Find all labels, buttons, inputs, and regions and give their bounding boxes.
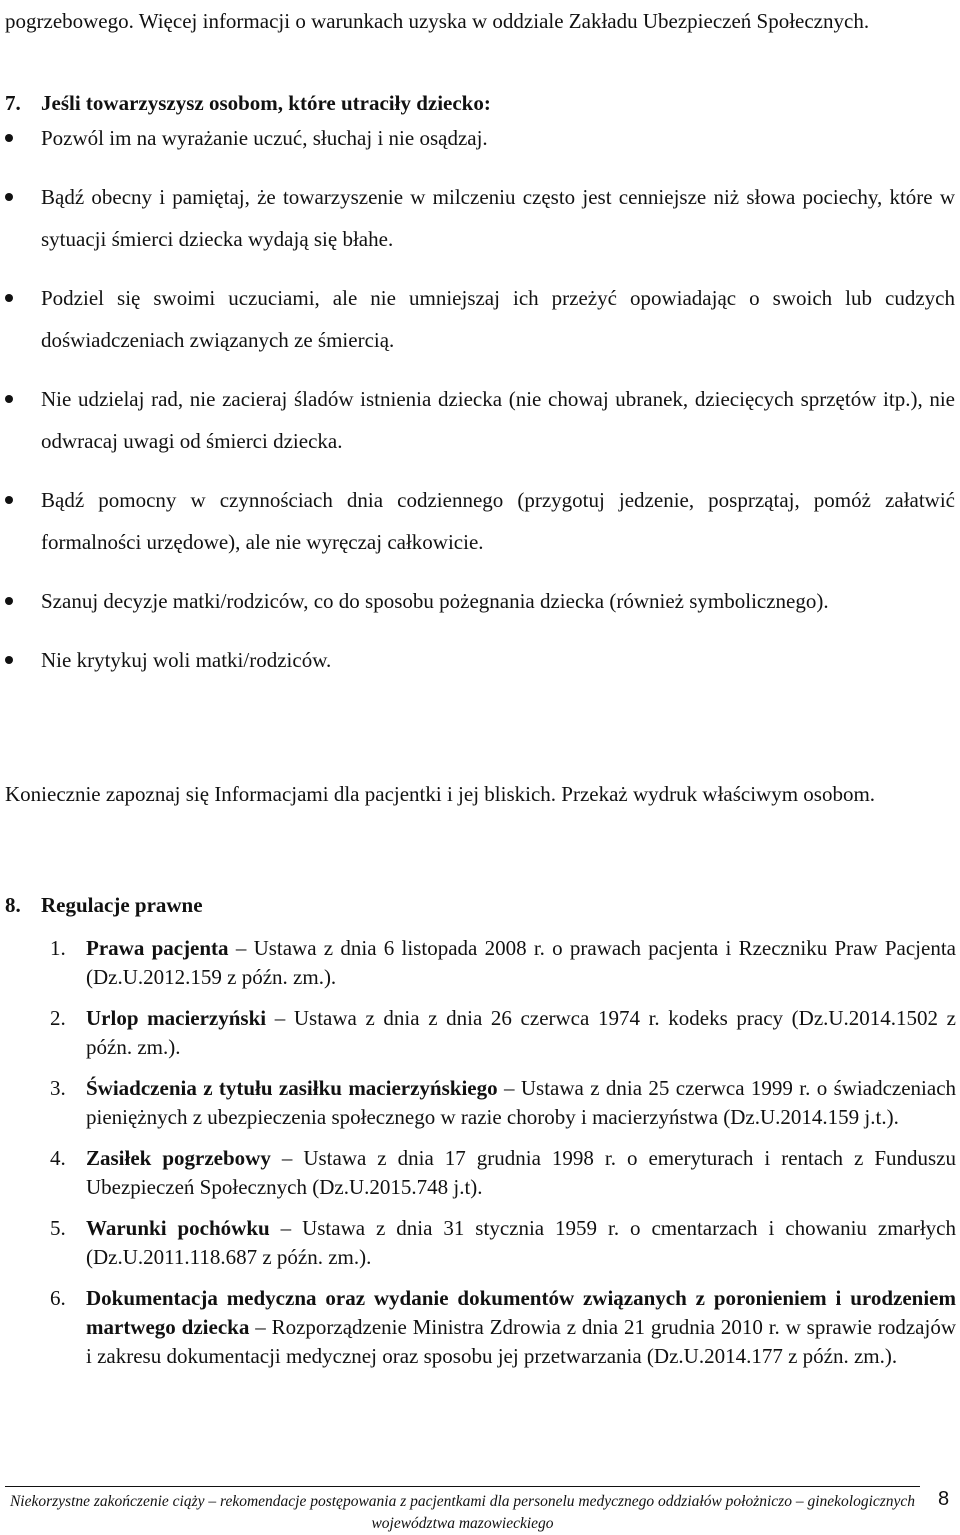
law-text: – Ustawa z dnia z dnia 26 czerwca 1974 r. kodeks pracy (Dz.U.2014.1502 z późn. zm.). xyxy=(86,1006,956,1059)
advice-bullet-list xyxy=(0,117,960,698)
law-title: Dokumentacja medyczna oraz wydanie dokumentów związanych z poronieniem i urodzeniem martwego dziecka xyxy=(86,1286,956,1339)
law-title: Świadczenia z tytułu zasiłku macierzyńskiego xyxy=(86,1076,498,1100)
intro-paragraph: pogrzebowego. Więcej informacji o warunkach uzyska w oddziale Zakładu Ubezpieczeń Społecznych. xyxy=(5,9,870,33)
law-number: 4. xyxy=(50,1146,66,1170)
list-item: Szanuj decyzje matki/rodziców, co do sposobu pożegnania dziecka (również symbolicznego). xyxy=(0,580,960,622)
law-number: 3. xyxy=(50,1076,66,1100)
law-title: Urlop macierzyński xyxy=(86,1006,267,1030)
footer-divider xyxy=(5,1486,920,1487)
list-item: Podziel się swoimi uczuciami, ale nie umniejszaj ich przeżyć opowiadając o swoich lub cudzych doświadczeniach związanych ze śmiercią. xyxy=(0,277,960,361)
law-title: Prawa pacjenta xyxy=(86,936,229,960)
law-text: – Rozporządzenie Ministra Zdrowia z dnia 21 grudnia 2010 r. w sprawie rodzajów i zakresu dokumentacji medycznej oraz sposobu jej przetwarzania (Dz.U.2014.177 z późn. zm.). xyxy=(86,1315,956,1368)
page-number: 8 xyxy=(938,1488,950,1510)
closing-paragraph: Koniecznie zapoznaj się Informacjami dla pacjentki i jej bliskich. Przekaż wydruk właściwym osobom. xyxy=(5,782,876,806)
law-item xyxy=(50,934,956,992)
section-8-title: Regulacje prawne xyxy=(41,893,203,917)
list-item: Pozwól im na wyrażanie uczuć, słuchaj i nie osądzaj. xyxy=(0,117,960,159)
law-number: 1. xyxy=(50,936,66,960)
list-item: Nie udzielaj rad, nie zacieraj śladów istnienia dziecka (nie chowaj ubranek, dziecięcych sprzętów itp.), nie odwracaj uwagi od śmierci dziecka. xyxy=(0,378,960,462)
law-text: – Ustawa z dnia 25 czerwca 1999 r. o świadczeniach pieniężnych z ubezpieczenia społecznego w razie choroby i macierzyństwa (Dz.U.2014.159 j.t.). xyxy=(86,1076,957,1129)
list-item: Bądź obecny i pamiętaj, że towarzyszenie w milczeniu często jest cenniejsze niż słowa pociechy, które w sytuacji śmierci dziecka wydają się błahe. xyxy=(0,176,960,260)
law-text: – Ustawa z dnia 31 stycznia 1959 r. o cmentarzach i chowaniu zmarłych (Dz.U.2011.118.687 z późn. zm.). xyxy=(86,1216,956,1269)
law-number: 2. xyxy=(50,1006,66,1030)
footer-text: Niekorzystne zakończenie ciąży – rekomendacje postępowania z pacjentkami dla personelu medycznego oddziałów położniczo – ginekologicznych województwa mazowieckiego xyxy=(9,1493,916,1532)
legal-regulations-list xyxy=(50,934,956,1383)
law-item xyxy=(50,1004,956,1062)
section-7-number: 7. xyxy=(5,91,21,115)
law-number: 5. xyxy=(50,1216,66,1240)
law-text: – Ustawa z dnia 6 listopada 2008 r. o prawach pacjenta i Rzeczniku Praw Pacjenta (Dz.U.2012.159 z późn. zm.). xyxy=(86,936,956,989)
law-item xyxy=(50,1074,956,1132)
law-number: 6. xyxy=(50,1286,66,1310)
section-8-heading xyxy=(5,884,203,926)
section-7-title: Jeśli towarzyszysz osobom, które utraciły dziecko: xyxy=(41,91,491,115)
list-item: Bądź pomocny w czynnościach dnia codziennego (przygotuj jedzenie, posprzątaj, pomóż załatwić formalności urzędowe), ale nie wyręczaj całkowicie. xyxy=(0,479,960,563)
law-item xyxy=(50,1214,956,1272)
law-title: Warunki pochówku xyxy=(86,1216,270,1240)
law-item xyxy=(50,1144,956,1202)
list-item: Nie krytykuj woli matki/rodziców. xyxy=(0,639,960,681)
law-text: – Ustawa z dnia 17 grudnia 1998 r. o emeryturach i rentach z Funduszu Ubezpieczeń Społecznych (Dz.U.2015.748 j.t). xyxy=(86,1146,957,1199)
law-title: Zasiłek pogrzebowy xyxy=(86,1146,271,1170)
section-8-number: 8. xyxy=(5,893,21,917)
law-item xyxy=(50,1284,956,1371)
